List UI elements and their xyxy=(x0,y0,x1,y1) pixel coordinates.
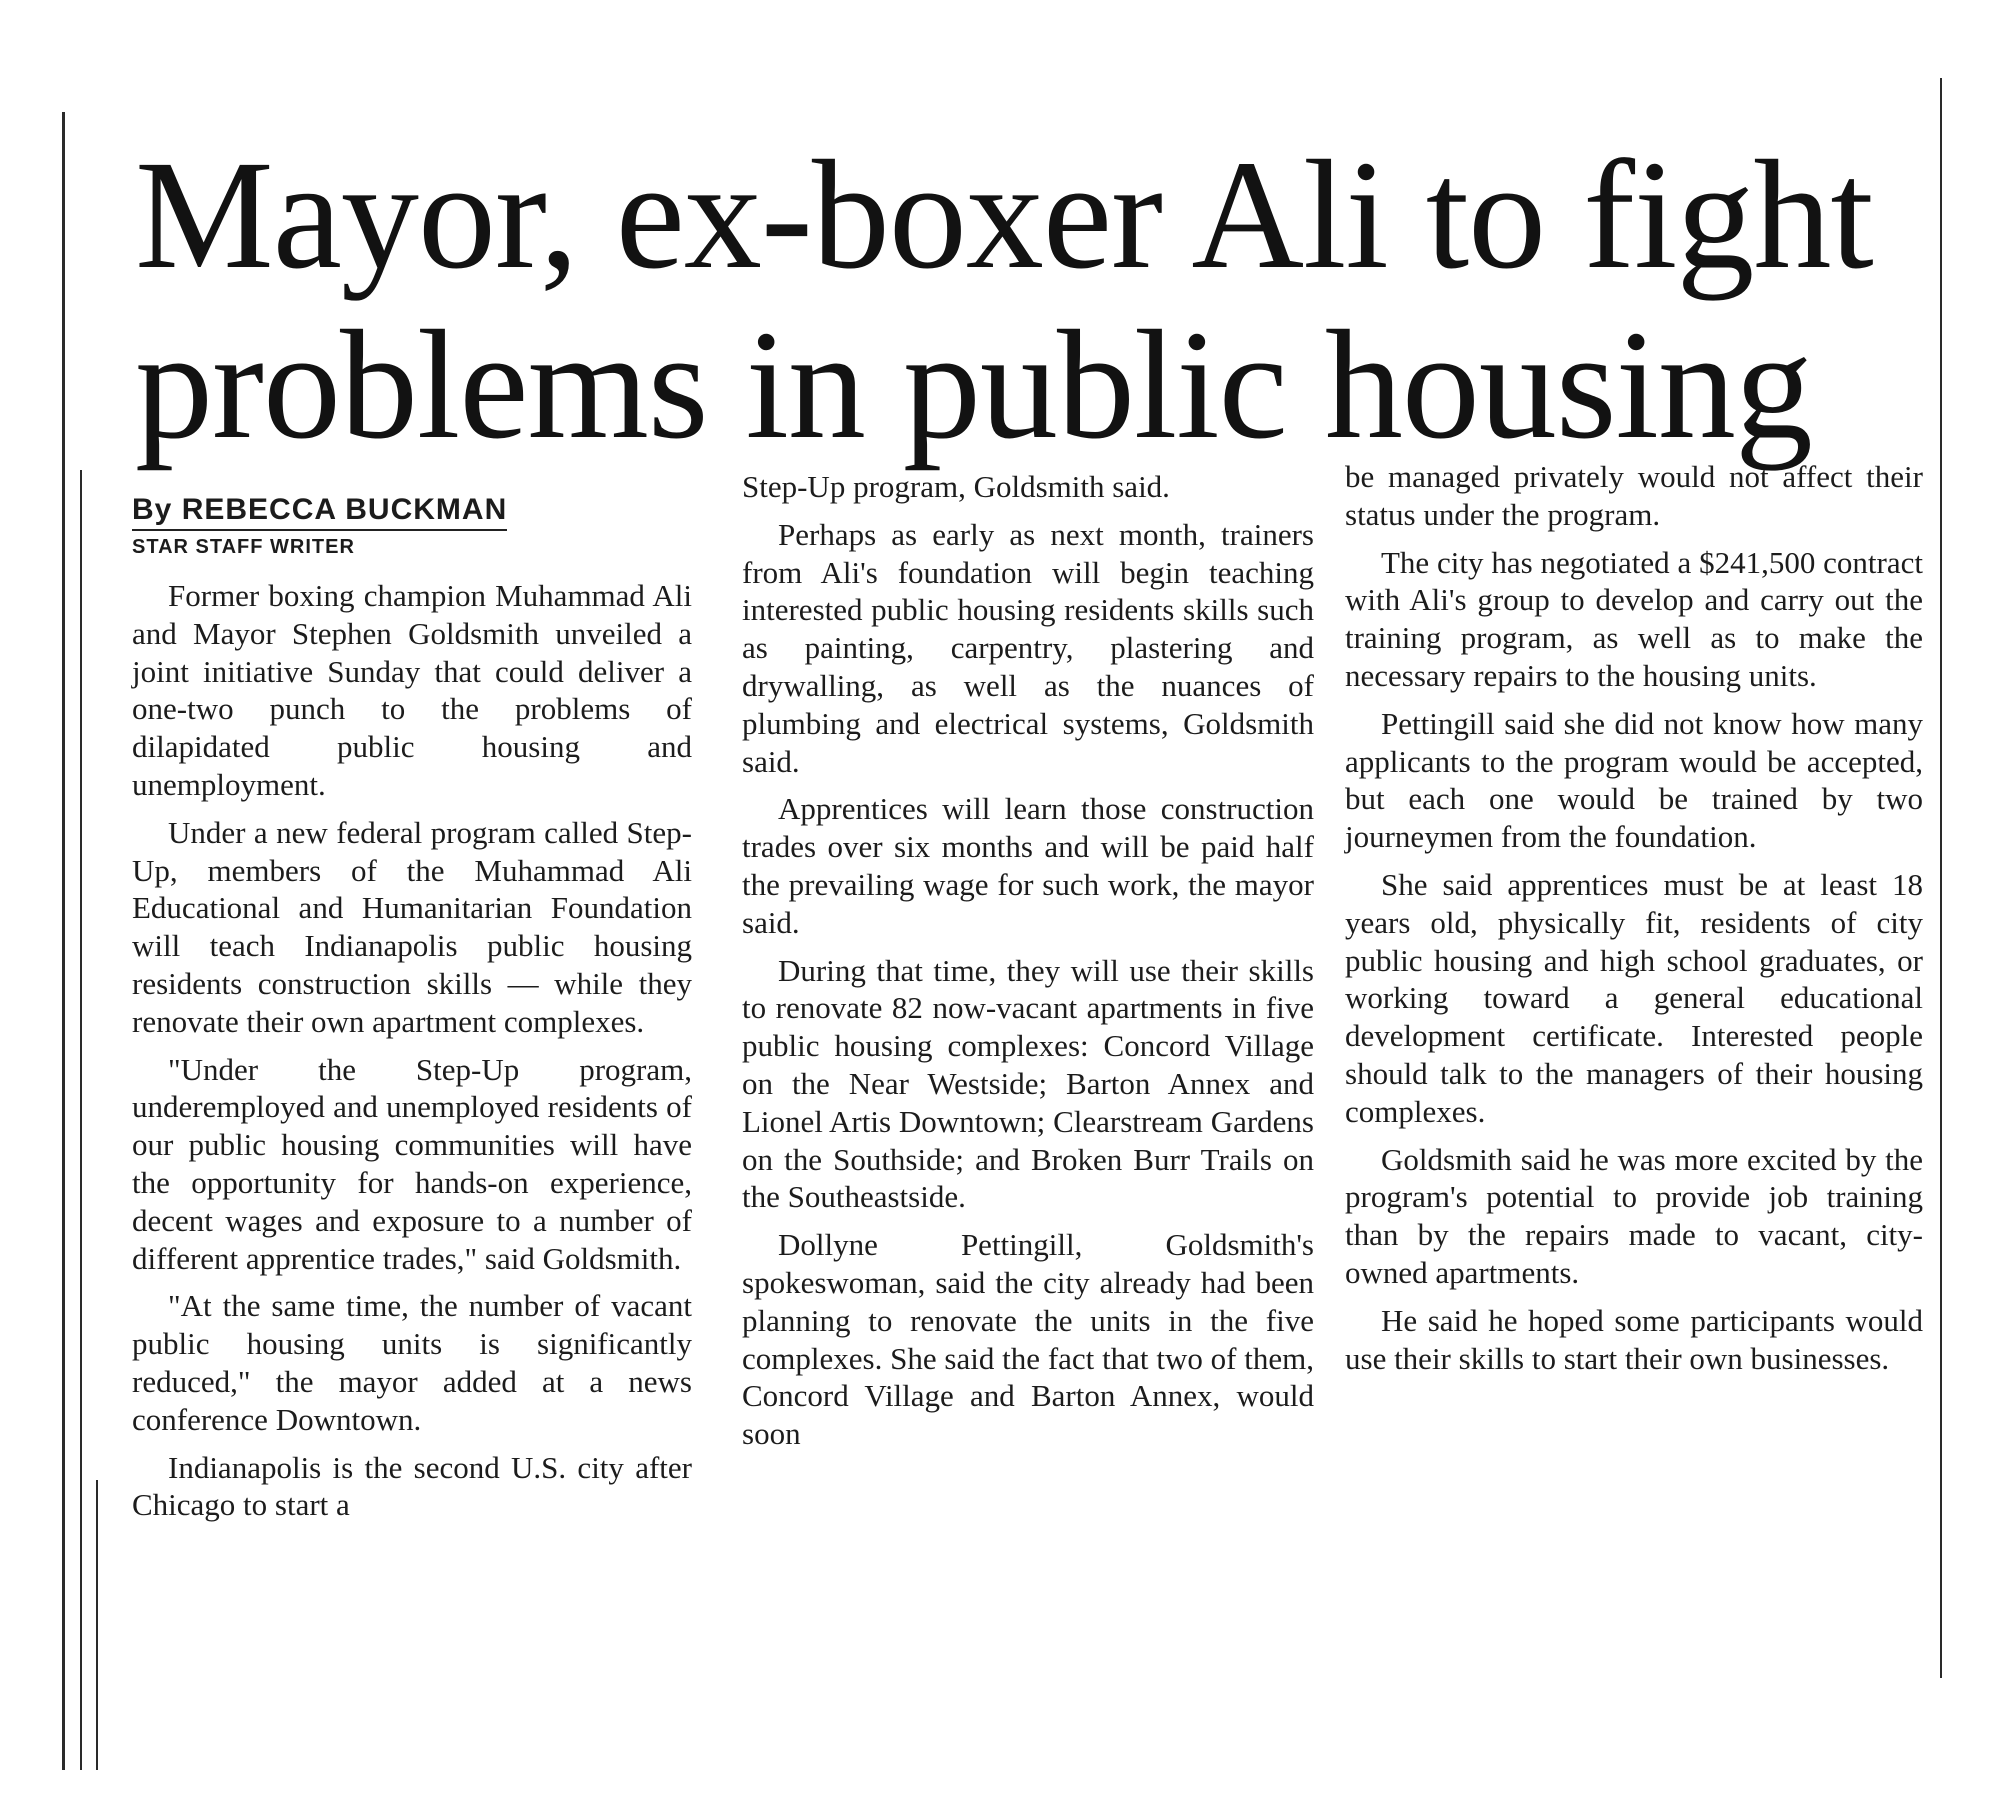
headline-line-2: problems in public housing xyxy=(135,298,1812,471)
paragraph: "Under the Step-Up program, underemployed and unemployed residents of our public housing communities will have the opportunity for hands-on experience, decent wages and exposure to a number of different apprentice trades," said Goldsmith. xyxy=(132,1051,692,1276)
headline-line-1: Mayor, ex-boxer Ali to fight xyxy=(135,128,1873,301)
paragraph: Apprentices will learn those construction trades over six months and will be paid half the prevailing wage for such work, the mayor said. xyxy=(742,791,1314,940)
paragraph: Indianapolis is the second U.S. city after Chicago to start a xyxy=(132,1449,692,1523)
paragraph: be managed privately would not affect their status under the program. xyxy=(1345,459,1923,532)
paragraph: Goldsmith said he was more excited by the program's potential to provide job training than by the repairs made to vacant, city-owned apartments. xyxy=(1345,1141,1923,1290)
headline xyxy=(135,128,1873,471)
column-rule-left-short xyxy=(96,1480,98,1770)
column-rule-left xyxy=(62,112,65,1770)
article-column-1 xyxy=(132,490,692,1534)
column-rule-right xyxy=(1940,78,1942,1678)
paragraph: During that time, they will use their skills to renovate 82 now-vacant apartments in five public housing complexes: Concord Village on the Near Westside; Barton Annex and Lionel Artis Downtown; Clearstream Gardens on the Southside; and Broken Burr Trails on the Southeastside. xyxy=(742,952,1314,1215)
byline-by: By xyxy=(132,493,173,526)
column-rule-left-inner xyxy=(80,470,82,1770)
article-column-2 xyxy=(742,468,1314,1463)
article-column-3 xyxy=(1345,458,1923,1387)
paragraph: "At the same time, the number of vacant public housing units is significantly reduced," the mayor added at a news conference Downtown. xyxy=(132,1288,692,1437)
byline xyxy=(132,493,507,531)
paragraph: Pettingill said she did not know how many applicants to the program would be accepted, but each one would be trained by two journeymen from the foundation. xyxy=(1345,705,1923,855)
paragraph: He said he hoped some participants would use their skills to start their own businesses. xyxy=(1345,1302,1923,1376)
paragraph: She said apprentices must be at least 18 years old, physically fit, residents of city public housing and high school graduates, or working toward a general educational development certificate. Interested people should talk to the managers of their housing complexes. xyxy=(1345,866,1923,1129)
byline-author: REBECCA BUCKMAN xyxy=(181,493,508,526)
paragraph: Under a new federal program called Step-Up, members of the Muhammad Ali Educational and Humanitarian Foundation will teach Indianapolis public housing residents construction skills — while they renovate their own apartment complexes. xyxy=(132,814,692,1039)
paragraph: Step-Up program, Goldsmith said. xyxy=(742,469,1170,504)
paragraph: Dollyne Pettingill, Goldsmith's spokeswoman, said the city already had been planning to renovate the units in the five complexes. She said the fact that two of them, Concord Village and Barton Annex, would soon xyxy=(742,1227,1314,1452)
paragraph: Former boxing champion Muhammad Ali and Mayor Stephen Goldsmith unveiled a joint initiative Sunday that could deliver a one-two punch to the problems of dilapidated public housing and unemployment. xyxy=(132,578,692,802)
paragraph: The city has negotiated a $241,500 contract with Ali's group to develop and carry out the training program, as well as to make the necessary repairs to the housing units. xyxy=(1345,544,1923,693)
paragraph: Perhaps as early as next month, trainers from Ali's foundation will begin teaching interested public housing residents skills such as painting, carpentry, plastering and drywalling, as well as the nuances of plumbing and electrical systems, Goldsmith said. xyxy=(742,516,1314,779)
byline-staff: STAR STAFF WRITER xyxy=(132,536,355,558)
